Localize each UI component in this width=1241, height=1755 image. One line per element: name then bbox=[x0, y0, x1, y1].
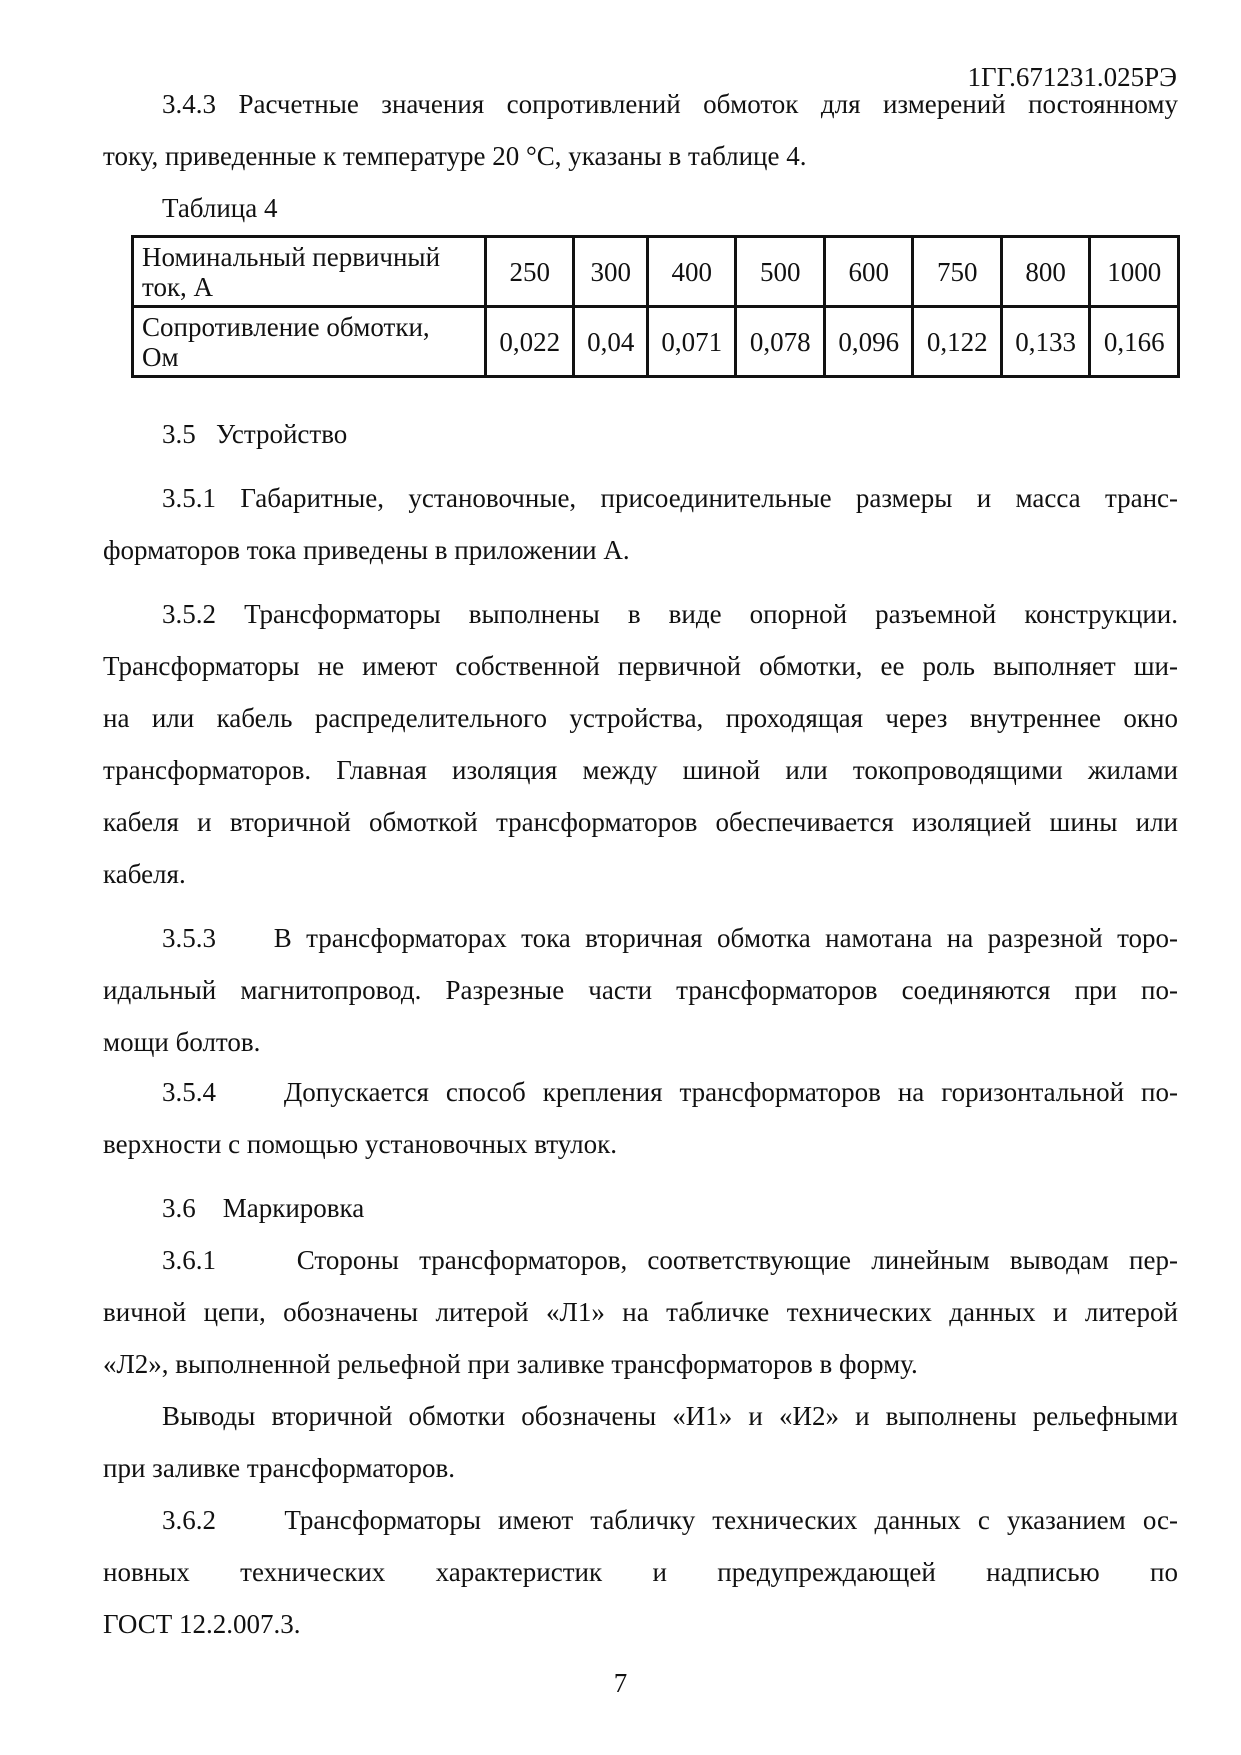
label-line: Сопротивление обмотки, bbox=[142, 311, 430, 342]
table-cell: 0,166 bbox=[1090, 307, 1179, 377]
paragraph-3-6-1-line-2: вичной цепи, обозначены литерой «Л1» на табличке технических данных и литерой bbox=[103, 1297, 1178, 1327]
paragraph-3-5-4-line-1: 3.5.4 Допускается способ крепления трансформаторов на горизонтальной по- bbox=[162, 1077, 1178, 1107]
table-cell: 400 bbox=[648, 237, 736, 307]
table-cell: 600 bbox=[824, 237, 912, 307]
table-cell: 750 bbox=[913, 237, 1001, 307]
page-number: 7 bbox=[613, 1668, 628, 1698]
table-cell: 1000 bbox=[1090, 237, 1179, 307]
table-cell: 0,04 bbox=[574, 307, 648, 377]
paragraph-3-6-1-line-3: «Л2», выполненной рельефной при заливке трансформаторов в форму. bbox=[103, 1349, 918, 1379]
paragraph-3-5-3-line-2: идальный магнитопровод. Разрезные части трансформаторов соединяются при по- bbox=[103, 975, 1178, 1005]
resistance-table bbox=[131, 235, 1180, 378]
table-cell: 0,122 bbox=[913, 307, 1001, 377]
table-cell: 500 bbox=[736, 237, 824, 307]
paragraph-3-5-2-line-3: на или кабель распределительного устройства, проходящая через внутреннее окно bbox=[103, 703, 1178, 733]
paragraph-3-5-1-line-1: 3.5.1 Габаритные, установочные, присоединительные размеры и масса транс- bbox=[162, 483, 1178, 513]
table-row-current bbox=[133, 237, 1179, 307]
paragraph-3-6-2-line-1: 3.6.2 Трансформаторы имеют табличку технических данных с указанием ос- bbox=[162, 1505, 1178, 1535]
table-cell: 800 bbox=[1001, 237, 1089, 307]
paragraph-outputs-line-2: при заливке трансформаторов. bbox=[103, 1453, 455, 1483]
section-heading-3-6: 3.6 Маркировка bbox=[162, 1193, 365, 1223]
table-cell: 250 bbox=[486, 237, 574, 307]
row-label-current bbox=[133, 237, 486, 307]
label-line: ток, А bbox=[142, 271, 214, 302]
paragraph-3-4-3-line-2: току, приведенные к температуре 20 °С, указаны в таблице 4. bbox=[103, 141, 807, 171]
paragraph-3-6-1-line-1: 3.6.1 Стороны трансформаторов, соответствующие линейным выводам пер- bbox=[162, 1245, 1178, 1275]
section-heading-3-5: 3.5 Устройство bbox=[162, 419, 348, 449]
table-cell: 0,133 bbox=[1001, 307, 1089, 377]
document-code: 1ГГ.671231.025РЭ bbox=[967, 62, 1177, 92]
table-cell: 0,096 bbox=[824, 307, 912, 377]
paragraph-3-5-1-line-2: форматоров тока приведены в приложении А. bbox=[103, 535, 630, 565]
paragraph-3-4-3-line-1: 3.4.3 Расчетные значения сопротивлений обмоток для измерений постоянному bbox=[162, 89, 1178, 119]
paragraph-3-5-4-line-2: верхности с помощью установочных втулок. bbox=[103, 1129, 617, 1159]
paragraph-3-5-2-line-6: кабеля. bbox=[103, 859, 186, 889]
label-line: Номинальный первичный bbox=[142, 241, 441, 272]
paragraph-3-5-2-line-2: Трансформаторы не имеют собственной первичной обмотки, ее роль выполняет ши- bbox=[103, 651, 1178, 681]
table-row-resistance bbox=[133, 307, 1179, 377]
label-line: Ом bbox=[142, 341, 179, 372]
paragraph-3-5-2-line-1: 3.5.2 Трансформаторы выполнены в виде опорной разъемной конструкции. bbox=[162, 599, 1178, 629]
paragraph-3-5-2-line-4: трансформаторов. Главная изоляция между шиной или токопроводящими жилами bbox=[103, 755, 1178, 785]
row-label-resistance bbox=[133, 307, 486, 377]
paragraph-3-6-2-line-3: ГОСТ 12.2.007.3. bbox=[103, 1609, 301, 1639]
paragraph-3-5-3-line-3: мощи болтов. bbox=[103, 1027, 261, 1057]
table-cell: 0,022 bbox=[486, 307, 574, 377]
paragraph-3-5-3-line-1: 3.5.3 В трансформаторах тока вторичная обмотка намотана на разрезной торо- bbox=[162, 923, 1178, 953]
table-cell: 0,071 bbox=[648, 307, 736, 377]
paragraph-3-6-2-line-2: новных технических характеристик и предупреждающей надписью по bbox=[103, 1557, 1178, 1587]
table-caption: Таблица 4 bbox=[162, 193, 278, 223]
paragraph-3-5-2-line-5: кабеля и вторичной обмоткой трансформаторов обеспечивается изоляцией шины или bbox=[103, 807, 1178, 837]
paragraph-outputs-line-1: Выводы вторичной обмотки обозначены «И1» и «И2» и выполнены рельефными bbox=[162, 1401, 1178, 1431]
table-cell: 300 bbox=[574, 237, 648, 307]
table-cell: 0,078 bbox=[736, 307, 824, 377]
